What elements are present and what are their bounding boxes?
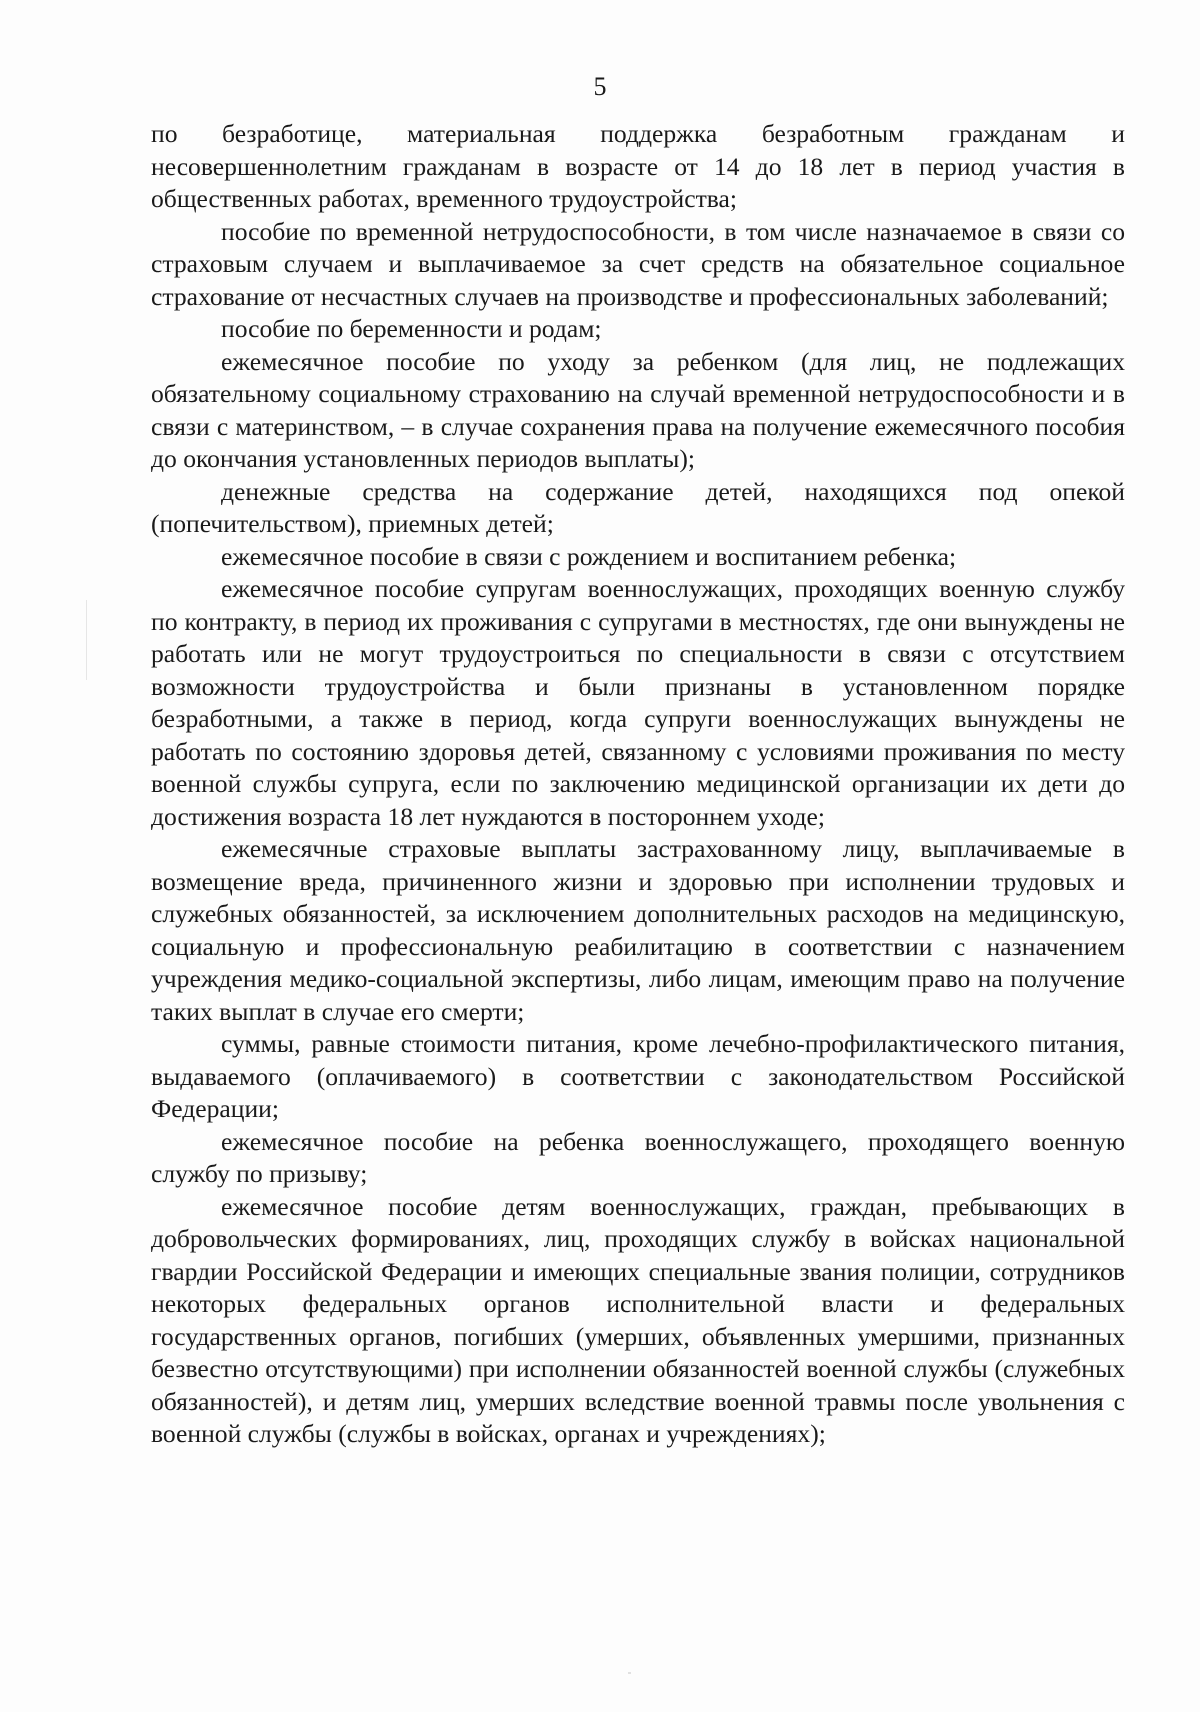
paragraph: ежемесячное пособие супругам военнослужащих, проходящих военную службу по контракту, в период их проживания с супругами в местностях, где они вынуждены не работать или не могут трудоустроиться по специальности в связи с отсутствием возможности трудоустройства и были признаны в установленном порядке безработными, а также в период, когда супруги военнослужащих вынуждены не работать по состоянию здоровья детей, связанному с условиями проживания по месту военной службы супруга, если по заключению медицинской организации их дети до достижения возраста 18 лет нуждаются в постороннем уходе; (151, 574, 1125, 831)
paragraph: ежемесячное пособие в связи с рождением и воспитанием ребенка; (221, 541, 957, 571)
paragraph-continuation: по безработице, материальная поддержка безработным гражданам и несовершеннолетним гражданам в возрасте от 14 до 18 лет в период участия в общественных работах, временного трудоустройства; (151, 119, 1125, 213)
document-body (151, 118, 1125, 1451)
scan-artifact (86, 600, 87, 680)
paragraph: ежемесячные страховые выплаты застрахованному лицу, выплачиваемые в возмещение вреда, причиненного жизни и здоровью при исполнении трудовых и служебных обязанностей, за исключением дополнительных расходов на медицинскую, социальную и профессиональную реабилитацию в соответствии с назначением учреждения медико-социальной экспертизы, либо лицам, имеющим право на получение таких выплат в случае его смерти; (151, 834, 1125, 1026)
paragraph: денежные средства на содержание детей, находящихся под опекой (попечительством), приемных детей; (151, 476, 1125, 538)
paragraph: суммы, равные стоимости питания, кроме лечебно-профилактического питания, выдаваемого (оплачиваемого) в соответствии с законодательством Российской Федерации; (151, 1029, 1125, 1123)
paragraph: пособие по беременности и родам; (221, 314, 602, 343)
scan-artifact (628, 1672, 631, 1674)
paragraph: ежемесячное пособие по уходу за ребенком (для лиц, не подлежащих обязательному социальному страхованию на случай временной нетрудоспособности и в связи с материнством, – в случае сохранения права на получение ежемесячного пособия до окончания установленных периодов выплаты); (151, 346, 1125, 473)
page-number: 5 (593, 72, 607, 101)
paragraph: ежемесячное пособие на ребенка военнослужащего, проходящего военную службу по призыву; (151, 1126, 1125, 1188)
paragraph: ежемесячное пособие детям военнослужащих, граждан, пребывающих в добровольческих формированиях, лиц, проходящих службу в войсках национальной гвардии Российской Федерации и имеющих специальные звания полиции, сотрудников некоторых федеральных органов исполнительной власти и федеральных государственных органов, погибших (умерших, объявленных умершими, признанных безвестно отсутствующими) при исполнении обязанностей военной службы (служебных обязанностей), и детям лиц, умерших вследствие военной травмы после увольнения с военной службы (службы в войсках, органах и учреждениях); (151, 1191, 1125, 1448)
paragraph: пособие по временной нетрудоспособности, в том числе назначаемое в связи со страховым случаем и выплачиваемое за счет средств на обязательное социальное страхование от несчастных случаев на производстве и профессиональных заболеваний; (151, 216, 1125, 311)
